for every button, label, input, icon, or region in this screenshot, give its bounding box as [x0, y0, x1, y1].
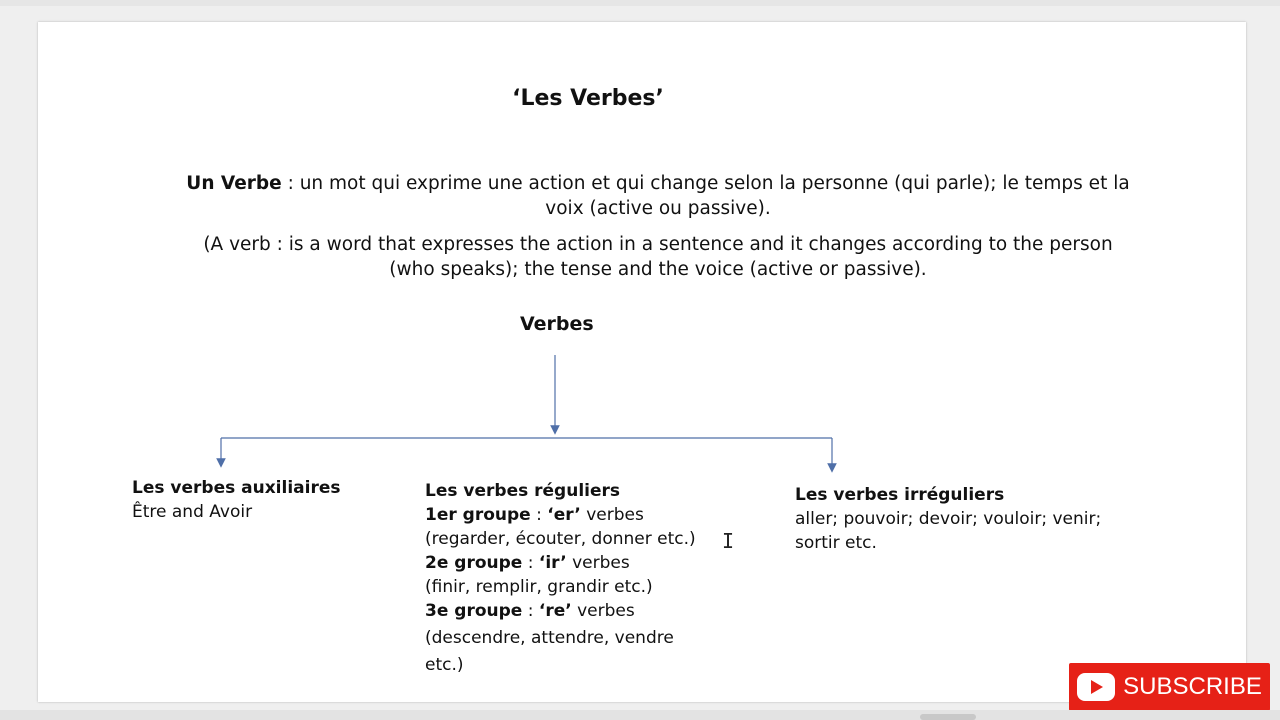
irreguliers-heading: Les verbes irréguliers	[795, 485, 1005, 505]
scrollbar-thumb[interactable]	[920, 714, 976, 720]
group-2-label: 2e groupe	[425, 553, 523, 573]
group-2-sep: :	[522, 553, 539, 573]
definition-english: (A verb : is a word that expresses the action in a sentence and it changes according to the person (who speaks); the tense and the voice (active or passive).	[203, 234, 1113, 280]
irreguliers-text: aller; pouvoir; devoir; vouloir; venir; sortir etc.	[795, 509, 1102, 553]
group-2-ending: ‘ir’	[538, 553, 567, 573]
auxiliaires-text: Être and Avoir	[132, 502, 253, 522]
group-3-line	[425, 599, 725, 623]
text-cursor-icon: I	[722, 529, 735, 553]
group-3-label: 3e groupe	[425, 601, 523, 621]
group-2-line	[425, 551, 725, 575]
youtube-play-icon	[1077, 673, 1115, 701]
document-page	[38, 22, 1246, 702]
window-top-bar	[0, 0, 1280, 6]
definition-text: : un mot qui exprime une action et qui change selon la personne (qui parle); le temps et la voix (active ou passive).	[281, 173, 1130, 219]
group-3-examples: (descendre, attendre, vendre etc.)	[425, 628, 674, 675]
group-1-suffix: verbes	[580, 505, 644, 525]
group-1-line	[425, 503, 725, 527]
auxiliaires-heading: Les verbes auxiliaires	[132, 478, 341, 498]
group-1-ending: ‘er’	[547, 505, 581, 525]
branch-irreguliers	[795, 483, 1140, 555]
group-3-suffix: verbes	[571, 601, 635, 621]
branch-auxiliaires	[132, 476, 340, 524]
group-2-examples: (finir, remplir, grandir etc.)	[425, 577, 653, 597]
definition-french	[178, 171, 1138, 221]
branch-reguliers	[425, 479, 725, 679]
group-1-label: 1er groupe	[425, 505, 531, 525]
group-3-sep: :	[522, 601, 539, 621]
definition-term: Un Verbe	[186, 173, 282, 194]
group-1-sep: :	[530, 505, 548, 525]
tree-root-verbes: Verbes	[520, 313, 594, 335]
group-3-ending: ‘re’	[538, 601, 572, 621]
document-title: ‘Les Verbes’	[512, 86, 664, 111]
horizontal-scrollbar[interactable]	[0, 710, 1280, 720]
subscribe-button[interactable]	[1069, 663, 1270, 711]
reguliers-heading: Les verbes réguliers	[425, 481, 621, 501]
group-1-examples: (regarder, écouter, donner etc.)	[425, 529, 696, 549]
subscribe-label: SUBSCRIBE	[1123, 673, 1262, 700]
group-2-suffix: verbes	[566, 553, 630, 573]
